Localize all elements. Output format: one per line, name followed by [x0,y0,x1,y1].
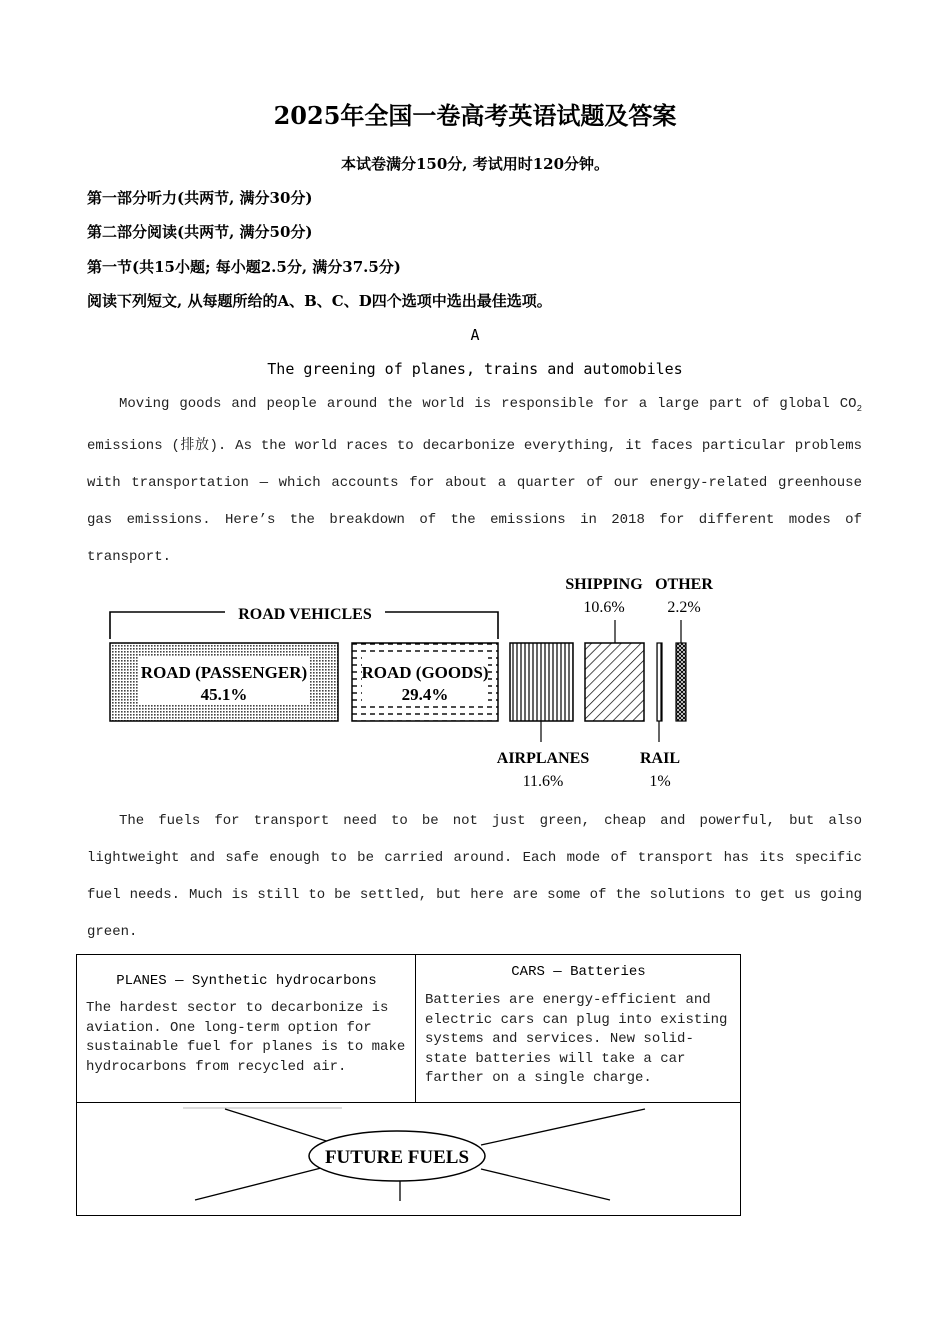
bar-airplanes-value: 11.6% [522,773,564,790]
passage-letter: A [470,326,480,344]
bar-rail-value: 1% [649,773,671,790]
planes-body: The hardest sector to decarbonize is aviation. One long-term option for sustainable fuel for planes is to make hydrocarbons from recycled air. [86,1000,406,1075]
bar-other-value: 2.2% [667,599,701,616]
planes-heading: PLANES — Synthetic hydrocarbons [116,973,377,989]
future-fuels-diagram [77,1103,740,1215]
bar-rail-name: RAIL [639,750,681,767]
road-vehicles-label: ROAD VEHICLES [238,606,372,623]
para2-text: The fuels for transport need to be not just green, cheap and powerful, but also lightweight and safe enough to be carried around. Each mode of transport has its specific fuel needs. Much is still to be settled, but here are some of the solutions to get us going green. [87,813,862,940]
bar-road-passenger-name: ROAD (PASSENGER) [140,663,308,682]
bar-airplanes [510,643,573,721]
spoke-bottom-left [195,1167,325,1200]
cars-cell [416,955,740,1103]
passage-title: The greening of planes, trains and automobiles [267,360,683,378]
page-title: 2025年全国一卷高考英语试题及答案 [273,101,677,130]
passage-paragraph-2 [87,803,862,951]
bar-other [676,643,686,721]
section-one-heading: 第一节(共15小题; 每小题2.5分, 满分37.5分) [87,258,401,276]
future-fuels-label: FUTURE FUELS [324,1147,470,1168]
planes-cell [77,955,416,1103]
future-fuels-table [76,954,741,1216]
bar-road-goods-name: ROAD (GOODS) [361,663,489,682]
passage-paragraph-1 [87,386,862,576]
bar-road-goods-value: 29.4% [401,685,449,704]
bar-shipping-name: SHIPPING [565,576,643,593]
para1-text-a: Moving goods and people around the world is responsible for a large part of global CO [119,396,857,412]
emissions-chart [100,570,740,795]
bar-rail [657,643,662,721]
part-two-heading: 第二部分阅读(共两节, 满分50分) [87,223,313,241]
cars-body: Batteries are energy-efficient and electric cars can plug into existing systems and services. New solid-state batteries will take a car farther on a single charge. [425,992,728,1086]
bar-shipping-value: 10.6% [583,599,625,616]
para1-subscript: 2 [856,403,862,414]
bar-shipping [585,643,644,721]
reading-instruction: 阅读下列短文, 从每题所给的A、B、C、D四个选项中选出最佳选项。 [87,292,552,310]
bar-airplanes-name: AIRPLANES [496,750,590,767]
bar-other-name: OTHER [655,576,713,593]
spoke-top-left [225,1109,339,1145]
part-one-heading: 第一部分听力(共两节, 满分30分) [87,189,313,207]
para1-text-b: emissions (排放). As the world races to decarbonize everything, it faces particular problems with transportation — which accounts for about a quarter of our energy-related greenhouse gas emissions. Here’s the breakdown of the emissions in 2018 for different modes of transport. [87,437,862,565]
spoke-bottom-right [481,1169,610,1200]
exam-subtitle: 本试卷满分150分, 考试用时120分钟。 [340,155,610,173]
bar-road-passenger-value: 45.1% [200,685,248,704]
spoke-top-right [481,1109,645,1145]
cars-heading: CARS — Batteries [511,964,646,980]
